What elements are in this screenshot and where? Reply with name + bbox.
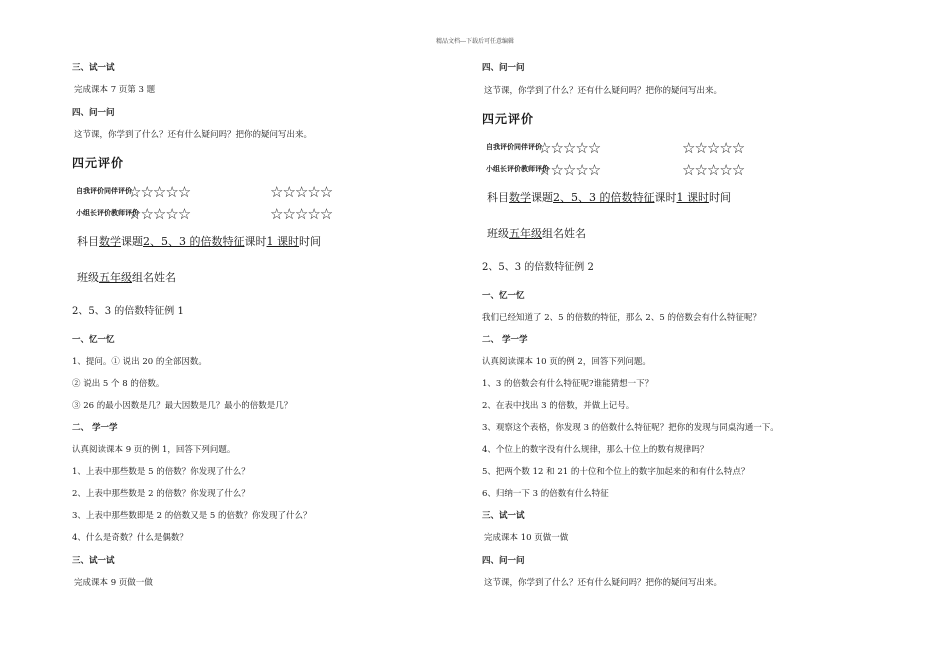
star-rating-teacher[interactable]: ☆☆☆☆☆ — [270, 205, 333, 223]
learn-intro: 认真阅读课本 10 页的例 2，回答下列问题。 — [482, 357, 651, 367]
try2-text: 完成课本 9 页做一做 — [74, 578, 153, 588]
subject-value: 数学 — [99, 235, 121, 248]
class-meta — [77, 272, 176, 283]
subject-value: 数学 — [509, 191, 531, 204]
recall-item: ② 说出 5 个 8 的倍数。 — [72, 379, 165, 389]
class-label: 班级 — [487, 227, 509, 240]
try2-heading: 三、试一试 — [72, 556, 115, 566]
subject-label: 科目 — [487, 191, 509, 204]
star-rating-teacher[interactable]: ☆☆☆☆☆ — [682, 161, 745, 179]
period-label: 课时 — [654, 191, 677, 204]
learn-item: 2、上表中那些数是 2 的倍数？你发现了什么？ — [72, 489, 250, 499]
topic-value: 2、5、3 的倍数特征 — [553, 191, 655, 204]
learn-intro: 认真阅读课本 9 页的例 1，回答下列问题。 — [72, 445, 236, 455]
time-label: 时间 — [299, 235, 321, 248]
topic-label: 课题 — [531, 191, 553, 204]
topic-value: 2、5、3 的倍数特征 — [143, 235, 245, 248]
class-value: 五年级 — [509, 227, 542, 240]
learn-item: 5、把两个数 12 和 21 的十位和个位上的数字加起来的和有什么特点？ — [482, 467, 750, 477]
try-text: 完成课本 10 页做一做 — [484, 533, 569, 543]
star-rating-group[interactable]: ☆☆☆☆☆ — [128, 205, 191, 223]
eval-self-label: 自我评价同伴评价 — [486, 143, 542, 151]
lesson-meta — [487, 192, 731, 203]
eval-heading: 四元评价 — [482, 112, 535, 126]
star-rating-peer[interactable]: ☆☆☆☆☆ — [270, 183, 333, 201]
time-label: 时间 — [709, 191, 731, 204]
topic-label: 课题 — [121, 235, 143, 248]
ask-text: 这节课，你学到了什么？还有什么疑问吗？把你的疑问写出来。 — [74, 130, 313, 140]
ask-heading: 四、问一问 — [482, 63, 525, 73]
learn-heading: 二、 学一学 — [482, 335, 528, 345]
recall-item: ③ 26 的最小因数是几？最大因数是几？最小的倍数是几？ — [72, 401, 293, 411]
try-heading: 三、试一试 — [72, 63, 115, 73]
star-rating-peer[interactable]: ☆☆☆☆☆ — [682, 139, 745, 157]
group-label: 组名姓名 — [542, 227, 586, 240]
page-header: 精品文档---下载后可任意编辑 — [435, 38, 515, 45]
learn-item: 1、3 的倍数会有什么特征呢?谁能猜想一下？ — [482, 379, 654, 389]
section-title: 2、5、3 的倍数特征例 2 — [482, 262, 594, 273]
subject-label: 科目 — [77, 235, 99, 248]
learn-item: 2、在表中找出 3 的倍数，并做上记号。 — [482, 401, 635, 411]
eval-heading: 四元评价 — [72, 156, 125, 170]
learn-item: 4、什么是奇数？什么是偶数？ — [72, 533, 188, 543]
group-label: 组名姓名 — [132, 271, 176, 284]
ask-text: 这节课，你学到了什么？还有什么疑问吗？把你的疑问写出来。 — [484, 86, 723, 96]
eval-self-label: 自我评价同伴评价 — [76, 187, 132, 195]
star-rating-group[interactable]: ☆☆☆☆☆ — [538, 161, 601, 179]
learn-item: 1、上表中那些数是 5 的倍数？你发现了什么？ — [72, 467, 250, 477]
star-rating-self[interactable]: ☆☆☆☆☆ — [128, 183, 191, 201]
ask2-text: 这节课，你学到了什么？还有什么疑问吗？把你的疑问写出来。 — [484, 578, 723, 588]
recall-item: 1、提问。① 说出 20 的全部因数。 — [72, 357, 207, 367]
period-label: 课时 — [244, 235, 267, 248]
class-value: 五年级 — [99, 271, 132, 284]
learn-item: 4、个位上的数字没有什么规律，那么十位上的数有规律吗？ — [482, 445, 709, 455]
recall-heading: 一、忆一忆 — [72, 335, 115, 345]
learn-item: 6、归纳一下 3 的倍数有什么特征 — [482, 489, 609, 499]
class-label: 班级 — [77, 271, 99, 284]
learn-heading: 二、 学一学 — [72, 423, 118, 433]
eval-group-label: 小组长评价教师评价 — [76, 209, 139, 217]
recall-heading: 一、忆一忆 — [482, 291, 525, 301]
recall-text: 我们已经知道了 2、5 的倍数的特征，那么 2、5 的倍数会有什么特征呢？ — [482, 313, 761, 323]
star-rating-self[interactable]: ☆☆☆☆☆ — [538, 139, 601, 157]
period-value: 1 课时 — [266, 235, 299, 248]
section-title: 2、5、3 的倍数特征例 1 — [72, 306, 184, 317]
ask-heading: 四、问一问 — [72, 108, 115, 118]
try-heading: 三、试一试 — [482, 511, 525, 521]
learn-item: 3、上表中那些数即是 2 的倍数又是 5 的倍数？你发现了什么？ — [72, 511, 312, 521]
class-meta — [487, 228, 586, 239]
ask2-heading: 四、问一问 — [482, 556, 525, 566]
try-text: 完成课本 7 页第 3 题 — [74, 85, 156, 95]
lesson-meta — [77, 236, 321, 247]
eval-group-label: 小组长评价教师评价 — [486, 165, 549, 173]
learn-item: 3、观察这个表格，你发现 3 的倍数什么特征呢？把你的发现与同桌沟通一下。 — [482, 423, 779, 433]
period-value: 1 课时 — [676, 191, 709, 204]
